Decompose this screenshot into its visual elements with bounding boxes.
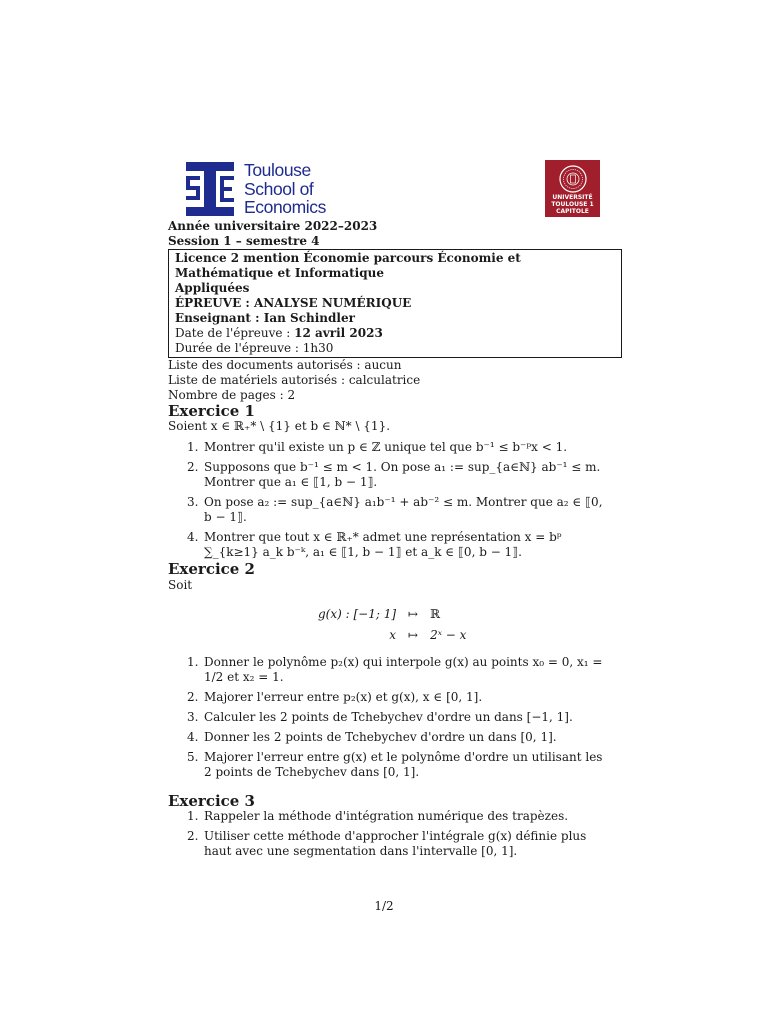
- list-item: [168, 809, 608, 824]
- exam-date: [175, 326, 615, 341]
- item-text: Rappeler la méthode d'intégration numérique des trapèzes.: [204, 809, 569, 823]
- codomain: ℝ: [430, 607, 441, 621]
- item-text: Donner le polynôme p₂(x) qui interpole g(x) au points x₀ = 0, x₁ = 1/2 et x₂ = 1.: [204, 655, 603, 684]
- item-number: 3.: [187, 710, 199, 724]
- list-item: [168, 655, 608, 685]
- function-definition: [312, 604, 472, 646]
- item-text: Calculer les 2 points de Tchebychev d'ordre un dans [−1, 1].: [204, 710, 573, 724]
- maps-to-symbol: ↦: [408, 607, 419, 621]
- exam-date-label: Date de l'épreuve :: [175, 326, 295, 340]
- exam-date-value: 12 avril 2023: [294, 326, 383, 340]
- list-item: [168, 440, 608, 455]
- item-number: 1.: [187, 440, 199, 454]
- ut1-line-2: TOULOUSE 1: [551, 201, 594, 208]
- variable: x: [389, 628, 397, 642]
- tse-line-1: Toulouse: [244, 160, 311, 180]
- exam-header: [168, 219, 608, 403]
- item-number: 4.: [187, 730, 199, 744]
- exercise-2-title: Exercice 2: [168, 560, 255, 578]
- function-expression: 2ˣ − x: [430, 628, 467, 642]
- allowed-documents: Liste des documents autorisés : aucun: [168, 358, 402, 372]
- list-item: [168, 829, 608, 859]
- tse-logo: [186, 162, 346, 218]
- function-definition-table: [312, 604, 472, 646]
- teacher: Enseignant : Ian Schindler: [175, 311, 355, 325]
- list-item: [168, 495, 608, 525]
- exercise-1-list: [168, 440, 608, 565]
- item-number: 1.: [187, 809, 199, 823]
- function-signature: g(x) : [−1; 1]: [318, 607, 397, 621]
- maps-to-symbol: ↦: [408, 628, 419, 642]
- page-number: 1/2: [374, 899, 394, 913]
- page-count: Nombre de pages : 2: [168, 388, 296, 402]
- tse-line-2: School of: [244, 178, 314, 199]
- exercise-1-title: Exercice 1: [168, 402, 255, 420]
- list-item: [168, 750, 608, 780]
- item-text: Montrer que tout x ∈ ℝ₊* admet une représentation x = bᵖ ∑_{k≥1} a_k b⁻ᵏ, a₁ ∈ ⟦1, b − 1⟧ et a_k ∈ ⟦0, b − 1⟧.: [204, 530, 562, 559]
- item-text: Majorer l'erreur entre g(x) et le polynôme d'ordre un utilisant les 2 points de Tchebychev dans [0, 1].: [204, 750, 603, 779]
- tse-wordmark: [244, 161, 326, 217]
- list-item: [168, 710, 608, 725]
- item-number: 1.: [187, 655, 199, 669]
- exam-duration: Durée de l'épreuve : 1h30: [175, 341, 334, 355]
- item-text: Montrer qu'il existe un p ∈ ℤ unique tel que b⁻¹ ≤ b⁻ᵖx < 1.: [204, 440, 568, 454]
- program-line-2: Appliquées: [175, 281, 250, 295]
- exercise-2-intro: Soit: [168, 578, 193, 592]
- exercise-3-list: [168, 809, 608, 864]
- list-item: [168, 460, 608, 490]
- list-item: [168, 730, 608, 745]
- item-text: Majorer l'erreur entre p₂(x) et g(x), x ∈ [0, 1].: [204, 690, 483, 704]
- item-number: 2.: [187, 690, 199, 704]
- exam-title: ÉPREUVE : ANALYSE NUMÉRIQUE: [175, 296, 412, 310]
- item-number: 2.: [187, 460, 199, 474]
- item-number: 2.: [187, 829, 199, 843]
- allowed-materials: Liste de matériels autorisés : calculatrice: [168, 373, 421, 387]
- session: Session 1 – semestre 4: [168, 234, 320, 248]
- item-text: On pose a₂ := sup_{a∈ℕ} a₁b⁻¹ + ab⁻² ≤ m. Montrer que a₂ ∈ ⟦0, b − 1⟧.: [204, 495, 603, 524]
- item-number: 4.: [187, 530, 199, 544]
- tse-line-3: Economics: [244, 197, 326, 217]
- item-number: 3.: [187, 495, 199, 509]
- program-line-1: Licence 2 mention Économie parcours Économie et Mathématique et Informatique: [175, 251, 521, 280]
- item-text: Supposons que b⁻¹ ≤ m < 1. On pose a₁ := sup_{a∈ℕ} ab⁻¹ ≤ m. Montrer que a₁ ∈ ⟦1, b − 1⟧.: [204, 460, 601, 489]
- exam-info-box: [168, 249, 622, 358]
- list-item: [168, 530, 608, 560]
- university-seal-icon: [558, 164, 588, 194]
- exercise-2-list: [168, 655, 608, 785]
- item-number: 5.: [187, 750, 199, 764]
- item-text: Utiliser cette méthode d'approcher l'intégrale g(x) définie plus haut avec une segmentation dans l'intervalle [0, 1].: [204, 829, 587, 858]
- ut1-wordmark: [545, 194, 600, 215]
- ut1-line-1: UNIVERSITÉ: [552, 194, 593, 201]
- exercise-1-intro: Soient x ∈ ℝ₊* \ {1} et b ∈ ℕ* \ {1}.: [168, 419, 391, 433]
- tse-monogram-icon: [186, 162, 234, 216]
- ut1-line-3: CAPITOLE: [556, 208, 589, 215]
- list-item: [168, 690, 608, 705]
- academic-year: Année universitaire 2022–2023: [168, 219, 378, 233]
- item-text: Donner les 2 points de Tchebychev d'ordre un dans [0, 1].: [204, 730, 557, 744]
- ut1-capitole-logo: [545, 160, 600, 217]
- exercise-3-title: Exercice 3: [168, 792, 255, 810]
